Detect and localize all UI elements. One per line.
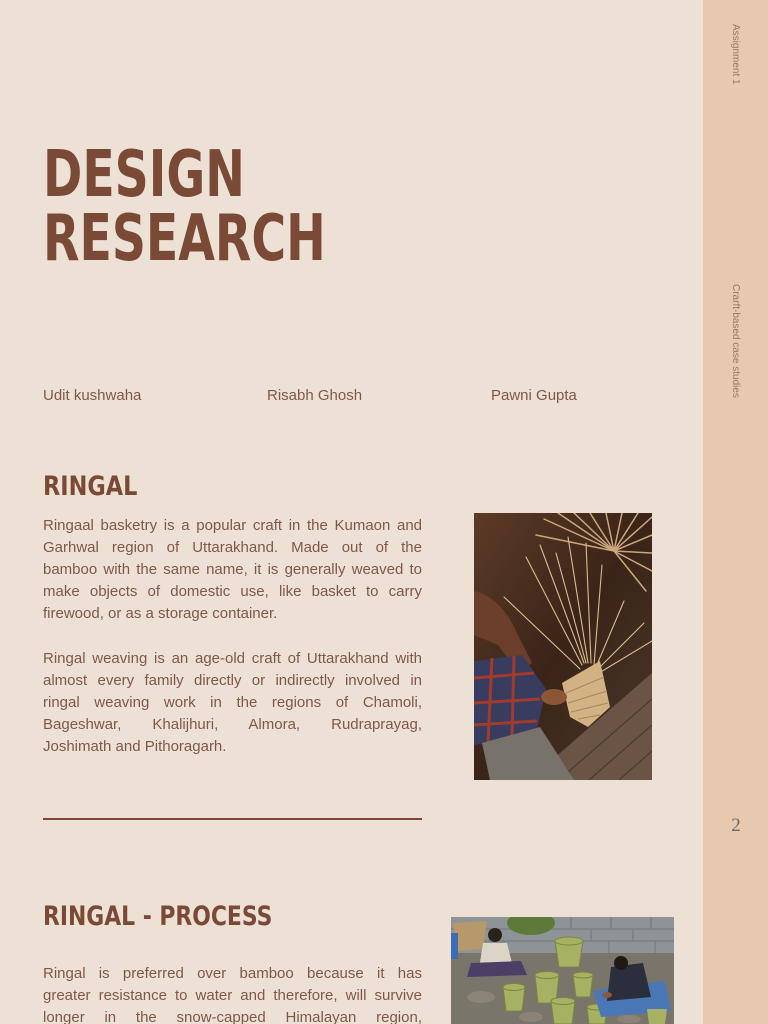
side-strip xyxy=(703,0,768,1024)
paragraph-line: Bageshwar, Khalijhuri, Almora, Rudraprayag, xyxy=(43,716,422,733)
page-title-line-1: DESIGN xyxy=(43,138,245,212)
section-heading-ringal-process: RINGAL - PROCESS xyxy=(43,901,273,932)
ringal-weaving-photo xyxy=(474,513,652,780)
author-name: Udit kushwaha xyxy=(43,387,142,404)
paragraph-line: almost every family directly or indirectly involved in xyxy=(43,672,422,689)
page-title-line-2: RESEARCH xyxy=(43,202,326,276)
paragraph-line: ringal weaving work in the regions of Chamoli, xyxy=(43,694,422,711)
author-name: Risabh Ghosh xyxy=(267,387,363,404)
ringal-weaving-image xyxy=(474,513,652,780)
paragraph-line: make objects of domestic use, like basket to carry xyxy=(43,583,422,600)
paragraph-line: Ringaal basketry is a popular craft in the Kumaon and xyxy=(43,517,422,534)
ringal-process-photo xyxy=(451,917,674,1024)
section-paragraph xyxy=(43,963,422,1024)
author-name: Pawni Gupta xyxy=(491,387,577,404)
section-heading-ringal: RINGAL xyxy=(43,471,138,502)
green-basket xyxy=(647,1009,667,1024)
paragraph-line: firewood, or as a storage container. xyxy=(43,605,278,622)
paragraph-line: Joshimath and Pithoragarh. xyxy=(43,738,227,755)
topic-label: Crarft-based case studies xyxy=(730,284,741,398)
page-number: 2 xyxy=(731,815,741,836)
paragraph-line: longer in the snow-capped Himalayan region, xyxy=(43,1009,422,1024)
paragraph-line: Garhwal region of Uttarakhand. Made out of the xyxy=(43,539,422,556)
section-divider xyxy=(43,818,422,820)
paragraph-line: Ringal weaving is an age-old craft of Uttarakhand with xyxy=(43,650,422,667)
paragraph-line: greater resistance to water and therefore, will survive xyxy=(43,987,422,1004)
paragraph-line: Ringal is preferred over bamboo because it has xyxy=(43,965,422,982)
paragraph-line: bamboo with the same name, it is generally weaved to xyxy=(43,561,422,578)
assignment-label: Assignment 1 xyxy=(730,24,741,85)
section-paragraph xyxy=(43,515,422,625)
section-paragraph xyxy=(43,648,422,758)
ringal-process-image xyxy=(451,917,674,1024)
